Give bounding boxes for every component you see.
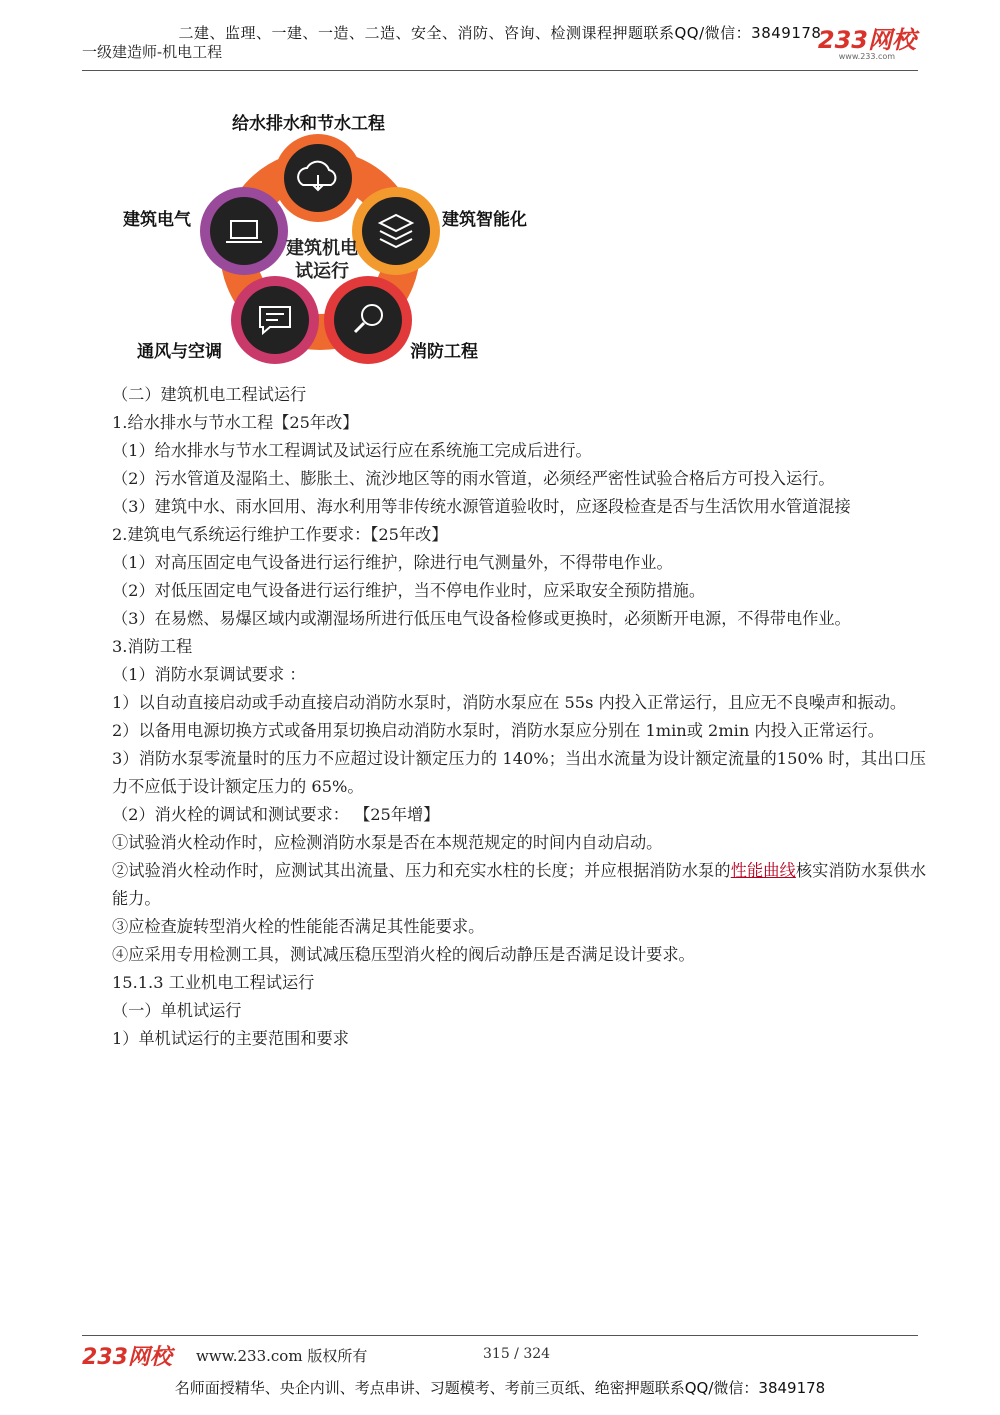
text-run: ②试验消火栓动作时，应测试其出流量、压力和充实水柱的长度；并应根据消防水泵的 bbox=[112, 861, 731, 880]
subsection-heading: 3.消防工程 bbox=[112, 637, 193, 656]
paragraph: （1）对高压固定电气设备进行运行维护，除进行电气测量外，不得带电作业。 bbox=[112, 553, 673, 572]
paragraph: （1）消防水泵调试要求 ： bbox=[112, 665, 306, 684]
paragraph: （2）对低压固定电气设备进行运行维护，当不停电作业时，应采取安全预防措施。 bbox=[112, 581, 706, 600]
paragraph: ③应检查旋转型消火栓的性能能否满足其性能要求。 bbox=[112, 917, 485, 936]
section-heading: 15.1.3 工业机电工程试运行 bbox=[112, 973, 315, 992]
logo bbox=[818, 28, 916, 61]
header-subtitle: 一级建造师-机电工程 bbox=[82, 43, 223, 61]
label-building-electrical: 建筑电气 bbox=[123, 210, 191, 230]
paragraph: （2）消火栓的调试和测试要求： 【25年增】 bbox=[112, 805, 440, 824]
paragraph: （2）污水管道及湿陷土、膨胀土、流沙地区等的雨水管道，必须经严密性试验合格后方可投入运行。 bbox=[112, 469, 835, 488]
paragraph: 1）以自动直接启动或手动直接启动消防水泵时，消防水泵应在 55s 内投入正常运行，且应无不良噪声和振动。 bbox=[112, 693, 907, 712]
label-hvac: 通风与空调 bbox=[137, 342, 222, 362]
paragraph: （3）在易燃、易爆区域内或潮湿场所进行低压电气设备检修或更换时，必须断开电源，不得带电作业。 bbox=[112, 609, 851, 628]
subsection-heading: 2.建筑电气系统运行维护工作要求：【25年改】 bbox=[112, 525, 448, 544]
footer-contact-line: 名师面授精华、央企内训、考点串讲、习题模考、考前三页纸、绝密押题联系QQ/微信：3849178 bbox=[174, 1379, 826, 1397]
header-contact-line: 二建、监理、一建、一造、二造、安全、消防、咨询、检测课程押题联系QQ/微信：3849178 bbox=[178, 24, 822, 42]
subsection-heading: 1.给水排水与节水工程【25年改】 bbox=[112, 413, 359, 432]
paragraph: （1）给水排水与节水工程调试及试运行应在系统施工完成后进行。 bbox=[112, 441, 592, 460]
section-heading: （二）建筑机电工程试运行 bbox=[112, 385, 307, 404]
commissioning-diagram bbox=[110, 105, 550, 365]
label-fire-protection: 消防工程 bbox=[410, 342, 478, 362]
paragraph: 3）消防水泵零流量时的压力不应超过设计额定压力的 140%；当出水流量为设计额定流量的150% 时，其出口压力不应低于设计额定压力的 65%。 bbox=[112, 749, 926, 796]
laptop-icon bbox=[210, 197, 278, 265]
paragraph: 1）单机试运行的主要范围和要求 bbox=[112, 1029, 349, 1048]
subsection-heading: （一）单机试运行 bbox=[112, 1001, 242, 1020]
paragraph: ④应采用专用检测工具，测试减压稳压型消火栓的阀后动静压是否满足设计要求。 bbox=[112, 945, 695, 964]
diagram-center-line1: 建筑机电 bbox=[286, 238, 358, 259]
label-water-supply: 给水排水和节水工程 bbox=[232, 114, 385, 134]
header-rule bbox=[82, 70, 918, 71]
paragraph: （3）建筑中水、雨水回用、海水利用等非传统水源管道验收时，应逐段检查是否与生活饮用水管道混接 bbox=[112, 497, 851, 516]
performance-curve-link[interactable]: 性能曲线 bbox=[730, 861, 796, 880]
paragraph: ①试验消火栓动作时，应检测消防水泵是否在本规范规定的时间内自动启动。 bbox=[112, 833, 663, 852]
footer-rule bbox=[82, 1335, 918, 1336]
paragraph: 2）以备用电源切换方式或备用泵切换启动消防水泵时，消防水泵应分别在 1min或 2min 内投入正常运行。 bbox=[112, 721, 884, 740]
diagram-graphic bbox=[110, 105, 550, 365]
diagram-center-line2: 试运行 bbox=[295, 261, 349, 282]
label-intelligent-building: 建筑智能化 bbox=[442, 210, 527, 230]
paragraph bbox=[76, 857, 926, 913]
document-body bbox=[76, 381, 926, 1053]
page-number: 315 / 324 bbox=[483, 1346, 551, 1362]
search-icon bbox=[334, 286, 402, 354]
footer-copyright: www.233.com 版权所有 bbox=[196, 1347, 368, 1365]
footer-brand: 233网校 bbox=[82, 1345, 172, 1370]
logo-url: www.233.com bbox=[838, 52, 896, 61]
logo-brand: 233网校 bbox=[817, 26, 916, 54]
text-run: 核实消防水泵供水能力。 bbox=[112, 861, 927, 908]
